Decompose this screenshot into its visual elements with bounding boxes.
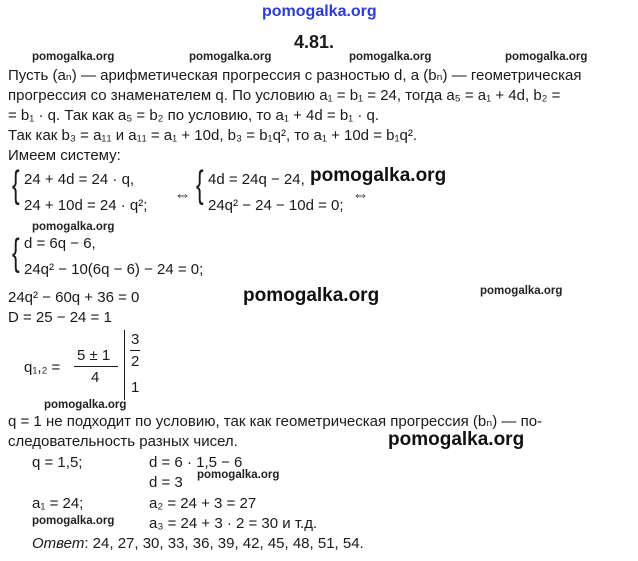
site-header: pomogalka.org <box>262 3 377 20</box>
equivalence-arrow: ⇔ <box>174 185 191 204</box>
solution-line: a₂ = 24 + 3 = 27 <box>149 495 257 512</box>
text-line: следовательность разных чисел. <box>8 433 238 450</box>
equation: 24q² − 60q + 36 = 0 <box>8 289 140 306</box>
equation: 24q² − 10(6q − 6) − 24 = 0; <box>24 261 204 278</box>
text-line: прогрессия со знаменателем q. По условию a₁ = b₁ = 24, тогда a₅ = a₁ + 4d, b₂ = <box>8 87 561 104</box>
text-line: Так как b₃ = a₁₁ и a₁₁ = a₁ + 10d, b₃ = b₁q², то a₁ + 10d = b₁q². <box>8 127 418 144</box>
answer-label: Ответ <box>32 535 85 552</box>
watermark: pomogalka.org <box>189 51 272 63</box>
root-numerator: 3 <box>131 331 140 348</box>
watermark: pomogalka.org <box>480 285 563 297</box>
system-brace: { <box>196 164 204 206</box>
roots-divider <box>124 330 125 400</box>
solution-line: q = 1,5; <box>32 454 83 471</box>
roots-lhs: q₁,₂ = <box>24 359 61 376</box>
problem-number: 4.81. <box>294 32 335 52</box>
watermark-large: pomogalka.org <box>243 285 380 306</box>
equation: 24 + 4d = 24 · q, <box>24 171 135 188</box>
system-brace: { <box>12 164 20 206</box>
fraction-bar <box>130 350 140 351</box>
answer-line <box>32 536 364 551</box>
equation: 4d = 24q − 24, <box>208 171 305 188</box>
text-line: q = 1 не подходит по условию, так как геометрическая прогрессия (bₙ) — по- <box>8 413 543 430</box>
root-value: 1 <box>131 379 140 396</box>
equation: d = 6q − 6, <box>24 235 96 252</box>
answer-text: : 24, 27, 30, 33, 36, 39, 42, 45, 48, 51, 54. <box>84 535 364 552</box>
roots-denominator: 4 <box>91 369 100 386</box>
text-line: Пусть (aₙ) — арифметическая прогрессия с разностью d, а (bₙ) — геометрическая <box>8 67 582 84</box>
watermark: pomogalka.org <box>44 399 127 411</box>
solution-line: a₁ = 24; <box>32 495 84 512</box>
watermark: pomogalka.org <box>32 515 115 527</box>
root-denominator: 2 <box>131 353 140 370</box>
equation: D = 25 − 24 = 1 <box>8 309 112 326</box>
solution-line: d = 3 <box>149 474 183 491</box>
roots-numerator: 5 ± 1 <box>77 347 111 364</box>
fraction-bar <box>74 366 118 367</box>
watermark: pomogalka.org <box>32 51 115 63</box>
system-brace: { <box>12 232 20 274</box>
equivalence-arrow: ⇔ <box>352 185 369 204</box>
watermark-large: pomogalka.org <box>310 165 447 186</box>
equation: 24q² − 24 − 10d = 0; <box>208 197 344 214</box>
watermark-large: pomogalka.org <box>388 429 525 450</box>
solution-line: d = 6 · 1,5 − 6 <box>149 454 243 471</box>
watermark: pomogalka.org <box>32 221 115 233</box>
watermark: pomogalka.org <box>197 469 280 481</box>
watermark: pomogalka.org <box>349 51 432 63</box>
text-line: = b₁ · q. Так как a₅ = b₂ по условию, то a₁ + 4d = b₁ · q. <box>8 107 380 124</box>
solution-line: a₃ = 24 + 3 · 2 = 30 и т.д. <box>149 515 318 532</box>
equation: 24 + 10d = 24 · q²; <box>24 197 148 214</box>
watermark: pomogalka.org <box>505 51 588 63</box>
text-line: Имеем систему: <box>8 147 121 164</box>
